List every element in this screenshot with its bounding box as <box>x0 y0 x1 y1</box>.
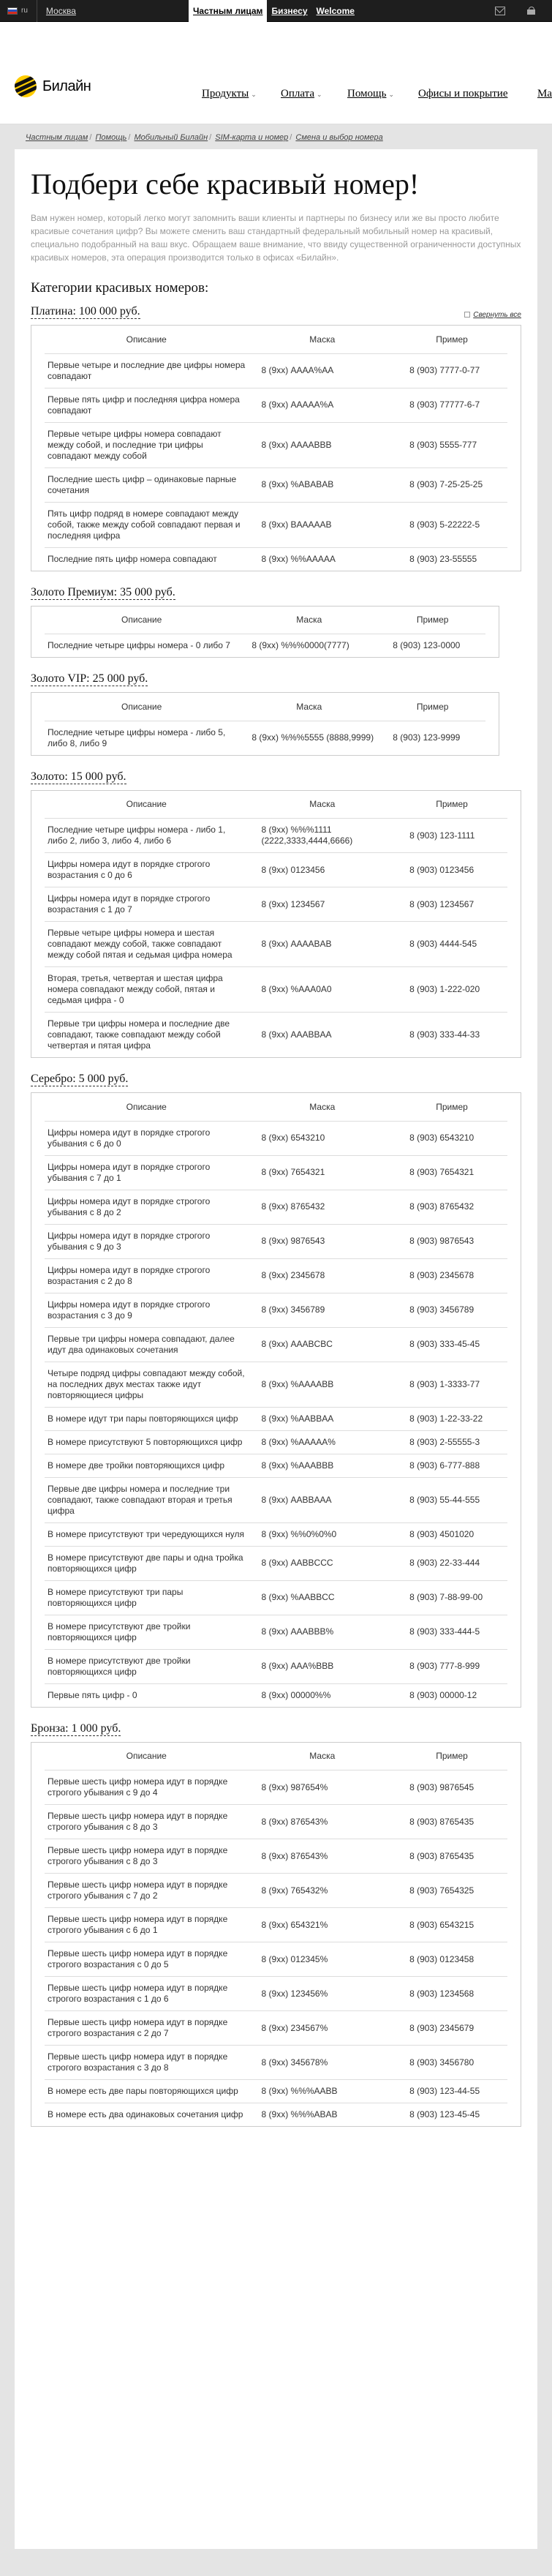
row-mask: 8 (9хх) 234567% <box>249 2011 397 2046</box>
row-example: 8 (903) 55-44-555 <box>396 1477 507 1522</box>
table-header-row <box>45 791 507 819</box>
number-mask-table <box>45 693 485 755</box>
breadcrumb-item[interactable]: Мобильный Билайн <box>134 133 208 142</box>
table-row <box>45 388 507 422</box>
row-description: Последние шесть цифр – одинаковые парные сочетания <box>45 467 249 502</box>
row-description: Цифры номера идут в порядке строгого возрастания с 0 до 6 <box>45 853 249 887</box>
segment-business[interactable]: Бизнесу <box>271 6 308 16</box>
row-mask: 8 (9хх) AAAABBB <box>249 422 397 467</box>
row-example: 8 (903) 2345678 <box>396 1258 507 1293</box>
row-description: В номере присутствуют три пары повторяющихся цифр <box>45 1580 249 1615</box>
table-row <box>45 2046 507 2080</box>
table-row <box>45 1908 507 1942</box>
row-example: 8 (903) 5-22222-5 <box>396 502 507 547</box>
col-example-header: Пример <box>396 791 507 819</box>
table-row <box>45 1327 507 1362</box>
table-row <box>45 1770 507 1805</box>
category-header <box>31 770 521 784</box>
table-row <box>45 502 507 547</box>
row-mask: 8 (9хх) AABBAAA <box>249 1477 397 1522</box>
col-example-header: Пример <box>379 693 485 721</box>
row-mask: 8 (9хх) AAAABAB <box>249 922 397 967</box>
table-row <box>45 819 507 853</box>
category-table-box <box>31 606 499 658</box>
row-description: Первые шесть цифр номера идут в порядке строгого убывания с 6 до 1 <box>45 1908 249 1942</box>
col-description-header: Описание <box>45 607 238 634</box>
row-mask: 8 (9хх) 345678% <box>249 2046 397 2080</box>
row-example: 8 (903) 8765432 <box>396 1190 507 1224</box>
table-row <box>45 1407 507 1430</box>
row-description: В номере присутствуют три чередующихся нуля <box>45 1522 249 1546</box>
row-example: 8 (903) 3456780 <box>396 2046 507 2080</box>
table-row <box>45 2080 507 2103</box>
city-selector[interactable]: Москва <box>45 5 76 16</box>
row-description: В номере есть две пары повторяющихся цифр <box>45 2080 249 2103</box>
collapse-all-link[interactable] <box>464 311 521 319</box>
table-row <box>45 922 507 967</box>
row-mask: 8 (9хх) %ABABAB <box>249 467 397 502</box>
table-row <box>45 2103 507 2127</box>
table-header-row <box>45 693 485 721</box>
row-mask: 8 (9хх) %%0%0%0 <box>249 1522 397 1546</box>
breadcrumb-item[interactable]: SIM-карта и номер <box>215 133 289 142</box>
collapse-all-label: Свернуть все <box>473 311 521 319</box>
table-row <box>45 1874 507 1908</box>
category-header <box>31 1073 521 1086</box>
row-example: 8 (903) 123-0000 <box>393 640 461 650</box>
main-content <box>15 149 537 2549</box>
col-mask-header: Маска <box>249 1093 397 1121</box>
row-mask: 8 (9хх) 1234567 <box>249 887 397 922</box>
table-row <box>45 467 507 502</box>
category-header <box>31 305 521 319</box>
row-mask: 8 (9хх) AAAA%AA <box>249 353 397 388</box>
category-table-box <box>31 325 521 571</box>
russia-flag-icon[interactable] <box>7 7 18 15</box>
table-row <box>45 1683 507 1707</box>
row-mask: 8 (9хх) %AAAABB <box>249 1362 397 1407</box>
row-example: 8 (903) 0123458 <box>396 1942 507 1977</box>
table-row <box>45 853 507 887</box>
table-row <box>45 1977 507 2011</box>
row-mask: 8 (9хх) 123456% <box>249 1977 397 2011</box>
category-table-box <box>31 1092 521 1708</box>
row-mask: 8 (9хх) AAAAA%A <box>249 388 397 422</box>
row-description: Первые шесть цифр номера идут в порядке строгого возрастания с 2 до 7 <box>45 2011 249 2046</box>
row-description: Первые четыре цифры номера и шестая совпадают между собой, также совпадают между собой пятая и седьмая цифра номера <box>45 922 249 967</box>
row-mask: 8 (9хх) 00000%% <box>261 1689 331 1700</box>
basket-icon[interactable] <box>526 7 537 15</box>
chevron-down-icon: ⌄ <box>388 91 394 98</box>
row-example: 8 (903) 00000-12 <box>409 1689 477 1700</box>
table-row <box>45 721 485 755</box>
col-example-header: Пример <box>396 1743 507 1770</box>
table-row <box>45 422 507 467</box>
categories-heading: Категории красивых номеров: <box>31 280 209 296</box>
row-example: 8 (903) 6543215 <box>396 1908 507 1942</box>
row-mask: 8 (9хх) 012345% <box>249 1942 397 1977</box>
segment-private[interactable]: Частным лицам <box>189 0 267 22</box>
breadcrumb: Частным лицам / Помощь / Мобильный Билайн / SIM-карта и номер / Смена и выбор номера <box>26 133 383 142</box>
table-row <box>45 1121 507 1155</box>
row-description: Первые четыре цифры номера совпадают между собой, и последние три цифры совпадают между собой <box>45 422 249 467</box>
category-header <box>31 586 521 600</box>
row-example: 8 (903) 2-55555-3 <box>396 1430 507 1454</box>
row-description: Цифры номера идут в порядке строгого убывания с 7 до 1 <box>45 1155 249 1190</box>
row-mask: 8 (9хх) 3456789 <box>249 1293 397 1327</box>
category-title[interactable]: Платина: 100 000 руб. <box>31 305 140 318</box>
row-description: Последние четыре цифры номера - либо 5, либо 8, либо 9 <box>48 726 226 748</box>
table-row <box>45 887 507 922</box>
table-row <box>45 967 507 1013</box>
category-title[interactable]: Золото Премиум: 35 000 руб. <box>31 585 175 598</box>
row-mask: 8 (9хх) AAABCBC <box>249 1327 397 1362</box>
row-mask: 8 (9хх) %%%5555 (8888,9999) <box>252 732 374 743</box>
beeline-logo[interactable] <box>15 75 91 97</box>
row-example: 8 (903) 3456789 <box>396 1293 507 1327</box>
beeline-logo-icon <box>15 75 37 97</box>
chevron-down-icon: ⌄ <box>317 91 322 98</box>
category-section <box>31 305 521 571</box>
row-mask: 8 (9хх) 987654% <box>249 1770 397 1805</box>
row-example: 8 (903) 1-222-020 <box>396 967 507 1013</box>
row-description: В номере идут три пары повторяющихся цифр <box>45 1407 249 1430</box>
category-section <box>31 586 521 658</box>
row-example: 8 (903) 333-44-33 <box>409 1029 480 1040</box>
table-row <box>45 1942 507 1977</box>
row-example: 8 (903) 8765435 <box>396 1839 507 1874</box>
col-mask-header: Маска <box>238 693 379 721</box>
row-mask: 8 (9хх) %%%ABAB <box>261 2109 338 2119</box>
col-example-header: Пример <box>396 1093 507 1121</box>
row-example: 8 (903) 9876545 <box>396 1770 507 1805</box>
category-title[interactable]: Золото: 15 000 руб. <box>31 770 126 783</box>
row-example: 8 (903) 7654321 <box>396 1155 507 1190</box>
page-title: Подбери себе красивый номер! <box>31 168 420 200</box>
mail-icon[interactable] <box>495 7 505 15</box>
row-mask: 8 (9хх) AABBCCC <box>249 1546 397 1580</box>
row-mask: 8 (9хх) AAA%BBB <box>249 1649 397 1683</box>
col-mask-header: Маска <box>249 326 397 353</box>
row-mask: 8 (9хх) %%%AABB <box>249 2080 397 2103</box>
row-description: Пять цифр подряд в номере совпадают между собой, также между собой совпадают первая и последняя цифра <box>45 502 249 547</box>
row-example: 8 (903) 1234567 <box>396 887 507 922</box>
row-example: 8 (903) 5555-777 <box>396 422 507 467</box>
row-example: 8 (903) 7777-0-77 <box>396 353 507 388</box>
row-description: Первые три цифры номера и последние две совпадают, также совпадают между собой четвертая и пятая цифра <box>48 1018 230 1051</box>
categories-list <box>31 305 521 2127</box>
table-row <box>45 634 485 658</box>
nav-offices[interactable]: Офисы и покрытие <box>418 88 508 99</box>
row-example: 8 (903) 123-45-45 <box>409 2109 480 2119</box>
row-example: 8 (903) 2345679 <box>396 2011 507 2046</box>
row-mask: 8 (9хх) AAABBAA <box>261 1029 332 1040</box>
row-example: 8 (903) 77777-6-7 <box>396 388 507 422</box>
nav-products[interactable]: Продукты ⌄ <box>202 88 257 99</box>
row-mask: 8 (9хх) 7654321 <box>249 1155 397 1190</box>
row-mask: 8 (9хх) 765432% <box>249 1874 397 1908</box>
table-row <box>45 1477 507 1522</box>
intro-text: Вам нужен номер, который легко могут запомнить ваши клиенты и партнеры по бизнесу или же вы просто любите красивые сочетания цифр? Вы можете сменить ваш стандартный федеральный мобильный номер на красивый, специально подобранный на ваш вкус. Обращаем ваше внимание, что ввиду существенной ограниченности доступных красивых номеров, эта операция производится только в офисах «Билайн». <box>31 213 521 263</box>
collapse-icon <box>464 312 470 318</box>
row-mask: 8 (9хх) 9876543 <box>249 1224 397 1258</box>
row-description: Цифры номера идут в порядке строгого возрастания с 2 до 8 <box>45 1258 249 1293</box>
category-section <box>31 1073 521 1708</box>
row-description: Первые шесть цифр номера идут в порядке строгого возрастания с 3 до 8 <box>45 2046 249 2080</box>
row-example: 8 (903) 123-1111 <box>396 819 507 853</box>
col-description-header: Описание <box>45 1743 249 1770</box>
row-description: Цифры номера идут в порядке строгого убывания с 6 до 0 <box>45 1121 249 1155</box>
table-row <box>45 1649 507 1683</box>
row-mask: 8 (9хх) %AAA0A0 <box>249 967 397 1013</box>
table-row <box>45 1013 507 1058</box>
row-description: В номере присутствуют две пары и одна тройка повторяющихся цифр <box>45 1546 249 1580</box>
number-mask-table <box>45 326 507 571</box>
row-example: 8 (903) 9876543 <box>396 1224 507 1258</box>
table-row <box>45 1430 507 1454</box>
row-example: 8 (903) 777-8-999 <box>396 1649 507 1683</box>
table-row <box>45 1522 507 1546</box>
table-row <box>45 1190 507 1224</box>
row-description: В номере присутствуют две тройки повторяющихся цифр <box>45 1615 249 1649</box>
row-mask: 8 (9хх) 0123456 <box>249 853 397 887</box>
breadcrumb-item[interactable]: Смена и выбор номера <box>295 133 383 142</box>
row-description: Первые три цифры номера совпадают, далее идут два одинаковых сочетания <box>45 1327 249 1362</box>
row-example: 8 (903) 7654325 <box>396 1874 507 1908</box>
row-example: 8 (903) 0123456 <box>396 853 507 887</box>
table-row <box>45 1546 507 1580</box>
table-header-row <box>45 326 507 353</box>
table-row <box>45 1615 507 1649</box>
col-description-header: Описание <box>45 791 249 819</box>
row-description: Четыре подряд цифры совпадают между собой, на последних двух местах также идут повторяющиеся цифры <box>45 1362 249 1407</box>
table-row <box>45 1580 507 1615</box>
row-example: 8 (903) 333-444-5 <box>396 1615 507 1649</box>
table-header-row <box>45 1093 507 1121</box>
row-description: Первые шесть цифр номера идут в порядке строгого убывания с 8 до 3 <box>45 1805 249 1839</box>
col-example-header: Пример <box>396 326 507 353</box>
row-mask: 8 (9хх) 8765432 <box>249 1190 397 1224</box>
number-mask-table <box>45 607 485 658</box>
col-description-header: Описание <box>45 693 238 721</box>
category-section <box>31 770 521 1059</box>
row-description: Первые шесть цифр номера идут в порядке строгого убывания с 9 до 4 <box>45 1770 249 1805</box>
breadcrumb-item[interactable]: Помощь <box>95 133 127 142</box>
row-description: Первые пять цифр и последняя цифра номера совпадают <box>45 388 249 422</box>
row-description: В номере присутствуют 5 повторяющихся цифр <box>45 1430 249 1454</box>
row-mask: 8 (9хх) %AAABBB <box>249 1454 397 1477</box>
row-example: 8 (903) 6-777-888 <box>396 1454 507 1477</box>
row-mask: 8 (9хх) 654321% <box>249 1908 397 1942</box>
col-mask-header: Маска <box>249 1743 397 1770</box>
segment-switcher <box>189 0 359 22</box>
row-description: Вторая, третья, четвертая и шестая цифра номера совпадают между собой, пятая и седьмая цифра - 0 <box>45 967 249 1013</box>
logo-text: Билайн <box>42 78 91 94</box>
table-row <box>45 353 507 388</box>
table-row <box>45 1293 507 1327</box>
language-selector[interactable]: ru <box>21 7 28 15</box>
row-mask: 8 (9хх) 876543% <box>249 1805 397 1839</box>
row-example: 8 (903) 6543210 <box>396 1121 507 1155</box>
row-mask: 8 (9хх) 6543210 <box>249 1121 397 1155</box>
category-header <box>31 1722 521 1736</box>
category-table-box <box>31 790 521 1059</box>
row-mask: 8 (9хх) %%%1111 (2222,3333,4444,6666) <box>249 819 397 853</box>
row-description: В номере две тройки повторяющихся цифр <box>45 1454 249 1477</box>
nav-help[interactable]: Помощь ⌄ <box>347 88 394 99</box>
table-row <box>45 1155 507 1190</box>
row-description: Цифры номера идут в порядке строгого возрастания с 1 до 7 <box>45 887 249 922</box>
site-header <box>0 22 552 124</box>
col-example-header: Пример <box>379 607 485 634</box>
number-mask-table <box>45 791 507 1058</box>
row-description: Первые шесть цифр номера идут в порядке строгого возрастания с 1 до 6 <box>45 1977 249 2011</box>
table-row <box>45 1362 507 1407</box>
row-mask: 8 (9хх) 2345678 <box>249 1258 397 1293</box>
category-section <box>31 672 521 756</box>
col-description-header: Описание <box>45 1093 249 1121</box>
category-table-box <box>31 692 499 756</box>
row-description: Последние четыре цифры номера - 0 либо 7 <box>48 640 230 650</box>
top-bar <box>0 0 552 22</box>
row-example: 8 (903) 1234568 <box>396 1977 507 2011</box>
row-example: 8 (903) 1-3333-77 <box>396 1362 507 1407</box>
col-mask-header: Маска <box>238 607 379 634</box>
row-example: 8 (903) 4501020 <box>396 1522 507 1546</box>
row-description: Последние четыре цифры номера - либо 1, либо 2, либо 3, либо 4, либо 6 <box>45 819 249 853</box>
row-mask: 8 (9хх) BAAAAAB <box>249 502 397 547</box>
row-example: 8 (903) 123-9999 <box>393 732 461 743</box>
category-table-box <box>31 1742 521 2128</box>
row-mask: 8 (9хх) AAABBB% <box>249 1615 397 1649</box>
table-row <box>45 1224 507 1258</box>
row-mask: 8 (9хх) %%%0000(7777) <box>252 640 349 650</box>
row-description: В номере есть два одинаковых сочетания цифр <box>48 2109 243 2119</box>
row-mask: 8 (9хх) %%AAAAA <box>261 553 336 564</box>
row-description: Первые пять цифр - 0 <box>48 1689 137 1700</box>
table-row <box>45 1454 507 1477</box>
col-description-header: Описание <box>45 326 249 353</box>
nav-payment[interactable]: Оплата ⌄ <box>281 88 322 99</box>
row-description: Цифры номера идут в порядке строгого возрастания с 3 до 9 <box>45 1293 249 1327</box>
category-title[interactable]: Бронза: 1 000 руб. <box>31 1721 121 1735</box>
row-mask: 8 (9хх) 876543% <box>249 1839 397 1874</box>
row-description: Последние пять цифр номера совпадают <box>48 553 217 564</box>
number-mask-table <box>45 1093 507 1707</box>
row-example: 8 (903) 8765435 <box>396 1805 507 1839</box>
row-example: 8 (903) 22-33-444 <box>396 1546 507 1580</box>
row-description: Первые шесть цифр номера идут в порядке строгого возрастания с 0 до 5 <box>45 1942 249 1977</box>
row-example: 8 (903) 1-22-33-22 <box>396 1407 507 1430</box>
number-mask-table <box>45 1743 507 2127</box>
segment-welcome[interactable]: Welcome <box>316 6 355 16</box>
row-description: Первые четыре и последние две цифры номера совпадают <box>45 353 249 388</box>
category-header <box>31 672 521 686</box>
table-row <box>45 547 507 571</box>
row-mask: 8 (9хх) %AABBCC <box>249 1580 397 1615</box>
row-description: Первые две цифры номера и последние три совпадают, также совпадают вторая и третья цифра <box>45 1477 249 1522</box>
row-mask: 8 (9хх) %AABBAA <box>249 1407 397 1430</box>
row-description: Цифры номера идут в порядке строгого убывания с 8 до 2 <box>45 1190 249 1224</box>
row-description: Первые шесть цифр номера идут в порядке строгого убывания с 7 до 2 <box>45 1874 249 1908</box>
row-description: Цифры номера идут в порядке строгого убывания с 9 до 3 <box>45 1224 249 1258</box>
table-row <box>45 1805 507 1839</box>
category-title[interactable]: Золото VIP: 25 000 руб. <box>31 672 148 685</box>
row-example: 8 (903) 7-88-99-00 <box>396 1580 507 1615</box>
chevron-down-icon: ⌄ <box>251 91 257 98</box>
table-row <box>45 1839 507 1874</box>
table-row <box>45 1258 507 1293</box>
row-mask: 8 (9хх) %AAAAA% <box>249 1430 397 1454</box>
table-header-row <box>45 607 485 634</box>
table-row <box>45 2011 507 2046</box>
row-description: В номере присутствуют две тройки повторяющихся цифр <box>45 1649 249 1683</box>
nav-more[interactable]: Ма <box>537 88 552 99</box>
row-example: 8 (903) 333-45-45 <box>396 1327 507 1362</box>
col-mask-header: Маска <box>249 791 397 819</box>
category-section <box>31 1722 521 2128</box>
row-example: 8 (903) 4444-545 <box>396 922 507 967</box>
row-example: 8 (903) 123-44-55 <box>396 2080 507 2103</box>
row-example: 8 (903) 7-25-25-25 <box>396 467 507 502</box>
row-example: 8 (903) 23-55555 <box>409 553 477 564</box>
table-header-row <box>45 1743 507 1770</box>
row-description: Первые шесть цифр номера идут в порядке строгого убывания с 8 до 3 <box>45 1839 249 1874</box>
breadcrumb-item[interactable]: Частным лицам <box>26 133 88 142</box>
category-title[interactable]: Серебро: 5 000 руб. <box>31 1073 129 1085</box>
